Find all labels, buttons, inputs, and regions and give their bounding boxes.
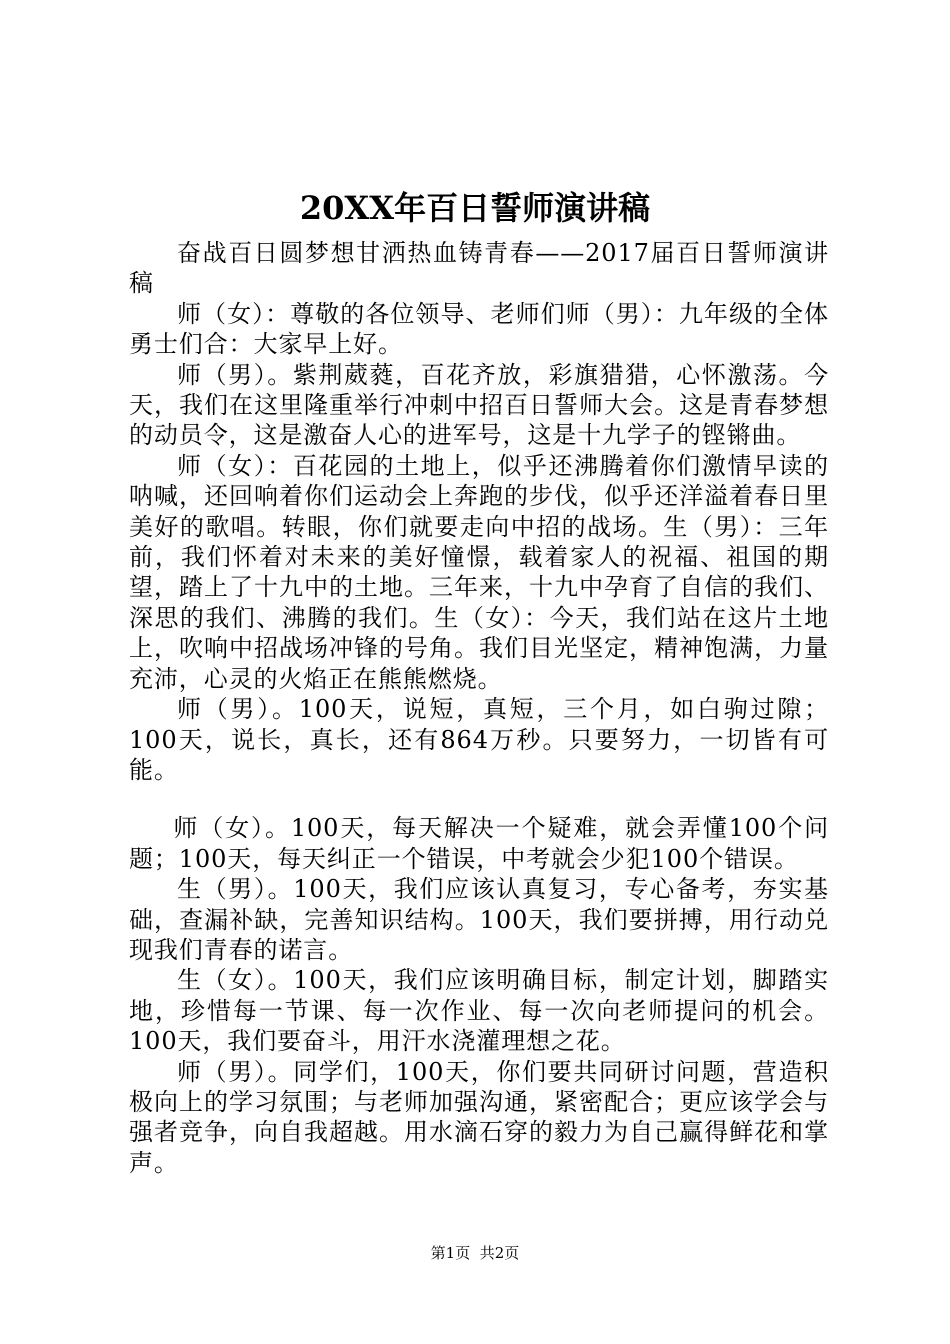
paragraph: 师（女）：百花园的土地上，似乎还沸腾着你们激情早读的呐喊，还回响着你们运动会上奔跑的步伐，似乎还洋溢着春日里美好的歌唱。转眼，你们就要走向中招的战场。生（男）：三年前，我们怀着对未来的美好憧憬，载着家人的祝福、祖国的期望，踏上了十九中的土地。三年来，十九中孕育了自信的我们、深思的我们、沸腾的我们。生（女）：今天，我们站在这片土地上，吹响中招战场冲锋的号角。我们目光坚定，精神饱满，力量充沛，心灵的火焰正在熊熊燃烧。 <box>129 451 829 693</box>
page-number-total: 共2页 <box>479 1244 520 1262</box>
paragraph: 生（女）。100天，我们应该明确目标，制定计划，脚踏实地，珍惜每一节课、每一次作业、每一次向老师提问的机会。100天，我们要奋斗，用汗水浇灌理想之花。 <box>129 966 829 1056</box>
paragraph: 师（女）：尊敬的各位领导、老师们师（男）：九年级的全体勇士们合：大家早上好。 <box>129 299 829 359</box>
page-footer <box>0 1242 950 1264</box>
paragraph: 师（男）。100天，说短，真短，三个月，如白驹过隙；100天，说长，真长，还有864万秒。只要努力，一切皆有可能。 <box>129 695 829 784</box>
paragraph: 师（男）。紫荆葳蕤，百花齐放，彩旗猎猎，心怀激荡。今天，我们在这里隆重举行冲刺中招百日誓师大会。这是青春梦想的动员令，这是激奋人心的进军号，这是十九学子的铿锵曲。 <box>129 360 829 450</box>
paragraph: 生（男）。100天，我们应该认真复习，专心备考，夯实基础，查漏补缺，完善知识结构。100天，我们要拼搏，用行动兑现我们青春的诺言。 <box>129 875 829 964</box>
paragraph: 师（女）。100天，每天解决一个疑难，就会弄懂100个问题；100天，每天纠正一个错误，中考就会少犯100个错误。 <box>129 814 829 873</box>
page-title: 20XX年百日誓师演讲稿 <box>299 189 651 227</box>
paragraph: 师（男）。同学们，100天，你们要共同研讨问题，营造积极向上的学习氛围；与老师加强沟通，紧密配合；更应该学会与强者竞争，向自我超越。用水滴石穿的毅力为自己赢得鲜花和掌声。 <box>129 1057 829 1177</box>
document-body <box>129 238 829 1178</box>
paragraph-subtitle: 奋战百日圆梦想甘洒热血铸青春——2017届百日誓师演讲稿 <box>129 239 829 298</box>
page-number-current: 第1页 <box>430 1244 471 1262</box>
